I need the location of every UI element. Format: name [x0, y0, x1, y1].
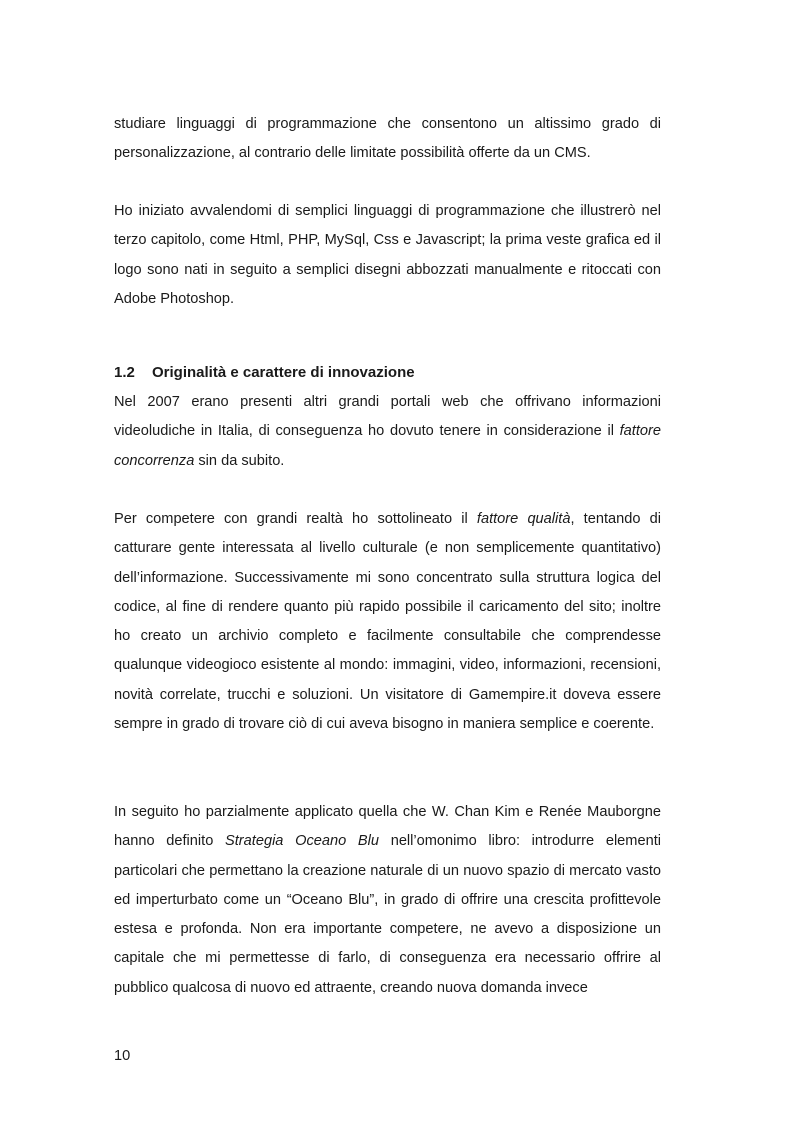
section-number: 1.2 — [114, 364, 135, 381]
text-run: , tentando di catturare gente interessata al livello culturale (e non semplicemente quantitativo) dell’informazione. Successivamente mi sono concentrato sulla struttura logica del codice, al fine di rendere quanto più rapido possibile il caricamento del sito; inoltre ho creato un archivio completo e facilmente consultabile che comprendesse qualunque videogioco esistente al mondo: immagini, video, informazioni, recensioni, novità correlate, trucchi e soluzioni. Un visitatore di Gamempire.it doveva essere sempre in grado di trovare ciò di cui aveva bisogno in maniera semplice e coerente. — [114, 511, 661, 733]
text-run: nell’omonimo libro: introdurre elementi particolari che permettano la creazione naturale di un nuovo spazio di mercato vasto ed imperturbato come un “Oceano Blu”, in grado di offrire una crescita profittevole estesa e profonda. Non era importante competere, ne avevo a disposizione un capitale che mi permettesse di farlo, di conseguenza era necessario offrire al pubblico qualcosa di nuovo ed attraente, creando nuova domanda invece — [114, 833, 661, 996]
emphasis-text: fattore concorrenza — [114, 423, 661, 469]
section-heading — [114, 358, 661, 387]
section-title: Originalità e carattere di innovazione — [152, 364, 415, 381]
paragraph-competition — [114, 388, 661, 476]
paragraph-blue-ocean — [114, 798, 661, 1003]
text-run: In seguito ho parzialmente applicato quella che W. Chan Kim e Renée Mauborgne hanno definito — [114, 804, 661, 850]
text-run: Nel 2007 erano presenti altri grandi portali web che offrivano informazioni videoludiche in Italia, di conseguenza ho dovuto tenere in considerazione il — [114, 394, 661, 440]
page-number: 10 — [114, 1048, 131, 1064]
text-run: sin da subito. — [194, 452, 285, 469]
text-run: Per competere con grandi realtà ho sottolineato il — [114, 511, 477, 527]
emphasis-text: Strategia Oceano Blu — [225, 833, 380, 850]
paragraph-continuation — [114, 110, 661, 169]
paragraph-quality — [114, 505, 661, 739]
paragraph-tools: Ho iniziato avvalendomi di semplici linguaggi di programmazione che illustrerò nel terzo capitolo, come Html, PHP, MySql, Css e Javascript; la prima veste grafica ed il logo sono nati in seguito a semplici disegni abbozzati manualmente e ritoccati con Adobe Photoshop. — [114, 203, 661, 307]
paragraph-line: personalizzazione, al contrario delle limitate possibilità offerte da un CMS. — [114, 145, 591, 162]
paragraph-line: studiare linguaggi di programmazione che consentono un altissimo grado di — [114, 116, 661, 132]
emphasis-text: fattore qualità — [476, 511, 571, 527]
